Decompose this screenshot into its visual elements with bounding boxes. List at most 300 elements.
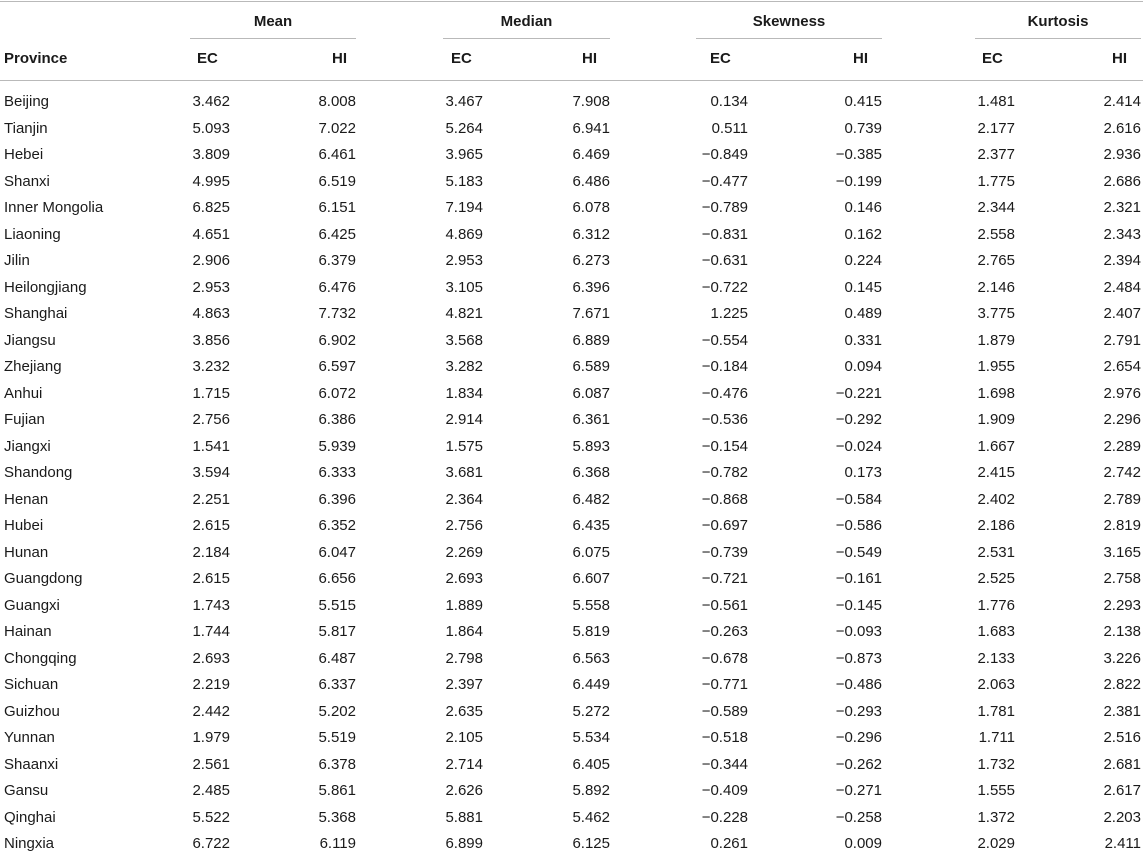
province-cell: Hebei xyxy=(4,146,44,163)
median-ec-cell: 2.397 xyxy=(445,676,483,693)
column-header-kurtosis-hi: HI xyxy=(1112,50,1127,67)
kurtosis-ec-cell: 1.481 xyxy=(977,93,1015,110)
mean-ec-cell: 4.651 xyxy=(192,225,230,243)
kurtosis-hi-cell: 3.165 xyxy=(1103,543,1141,561)
table-top-rule xyxy=(0,1,1143,2)
skewness-ec-cell: −0.782 xyxy=(701,464,748,481)
skewness-ec-cell: −0.154 xyxy=(701,437,748,455)
table-row xyxy=(0,142,1143,169)
mean-ec-cell: 1.744 xyxy=(192,623,230,640)
table-row xyxy=(0,460,1143,487)
table-row xyxy=(0,699,1143,726)
median-hi-cell: 6.469 xyxy=(572,146,610,163)
skewness-hi-cell: −0.093 xyxy=(835,623,882,640)
median-ec-cell: 5.881 xyxy=(445,808,483,826)
province-cell: Zhejiang xyxy=(4,358,62,375)
skewness-hi-cell: 0.739 xyxy=(844,119,882,137)
mean-hi-cell: 5.515 xyxy=(318,596,356,614)
mean-ec-cell: 6.722 xyxy=(192,835,230,852)
kurtosis-hi-cell: 2.289 xyxy=(1103,437,1141,455)
mean-hi-cell: 6.151 xyxy=(318,199,356,216)
group-rule-kurtosis xyxy=(975,38,1141,39)
province-cell: Guangxi xyxy=(4,596,60,614)
table-row xyxy=(0,169,1143,196)
kurtosis-hi-cell: 2.742 xyxy=(1103,464,1141,481)
province-cell: Qinghai xyxy=(4,808,56,826)
median-ec-cell: 3.681 xyxy=(445,464,483,481)
kurtosis-ec-cell: 2.525 xyxy=(977,570,1015,587)
mean-hi-cell: 5.817 xyxy=(318,623,356,640)
mean-ec-cell: 2.219 xyxy=(192,676,230,693)
kurtosis-hi-cell: 2.394 xyxy=(1103,252,1141,269)
mean-ec-cell: 2.251 xyxy=(192,490,230,508)
province-cell: Jiangxi xyxy=(4,437,51,455)
skewness-ec-cell: −0.263 xyxy=(701,623,748,640)
mean-ec-cell: 2.693 xyxy=(192,649,230,667)
table-row xyxy=(0,513,1143,540)
skewness-hi-cell: 0.145 xyxy=(844,278,882,296)
median-ec-cell: 3.568 xyxy=(445,331,483,349)
province-cell: Fujian xyxy=(4,411,45,428)
kurtosis-ec-cell: 2.531 xyxy=(977,543,1015,561)
kurtosis-ec-cell: 3.775 xyxy=(977,305,1015,322)
median-hi-cell: 6.396 xyxy=(572,278,610,296)
median-hi-cell: 6.482 xyxy=(572,490,610,508)
median-ec-cell: 1.889 xyxy=(445,596,483,614)
skewness-hi-cell: −0.292 xyxy=(835,411,882,428)
median-ec-cell: 3.965 xyxy=(445,146,483,163)
skewness-hi-cell: −0.024 xyxy=(835,437,882,455)
skewness-hi-cell: −0.293 xyxy=(835,702,882,720)
table-header-rule xyxy=(0,80,1143,81)
median-hi-cell: 5.272 xyxy=(572,702,610,720)
kurtosis-ec-cell: 2.377 xyxy=(977,146,1015,163)
skewness-hi-cell: −0.221 xyxy=(835,384,882,402)
median-hi-cell: 6.563 xyxy=(572,649,610,667)
kurtosis-hi-cell: 2.819 xyxy=(1103,517,1141,534)
median-hi-cell: 6.405 xyxy=(572,755,610,773)
table-row xyxy=(0,566,1143,593)
median-hi-cell: 6.607 xyxy=(572,570,610,587)
skewness-hi-cell: 0.331 xyxy=(844,331,882,349)
kurtosis-ec-cell: 1.955 xyxy=(977,358,1015,375)
skewness-ec-cell: −0.789 xyxy=(701,199,748,216)
group-header-mean: Mean xyxy=(253,13,293,30)
table-row xyxy=(0,116,1143,143)
kurtosis-ec-cell: 1.909 xyxy=(977,411,1015,428)
table-row xyxy=(0,434,1143,461)
skewness-ec-cell: −0.476 xyxy=(701,384,748,402)
mean-hi-cell: 6.119 xyxy=(319,835,356,852)
skewness-hi-cell: −0.161 xyxy=(835,570,882,587)
group-rule-skewness xyxy=(696,38,882,39)
mean-hi-cell: 6.461 xyxy=(318,146,356,163)
mean-hi-cell: 7.732 xyxy=(318,305,356,322)
kurtosis-hi-cell: 2.516 xyxy=(1103,729,1141,746)
median-ec-cell: 1.864 xyxy=(445,623,483,640)
mean-ec-cell: 2.561 xyxy=(192,755,230,773)
column-header-skewness-ec: EC xyxy=(710,50,731,67)
province-cell: Hubei xyxy=(4,517,44,534)
mean-hi-cell: 5.939 xyxy=(318,437,356,455)
median-hi-cell: 6.125 xyxy=(572,835,610,852)
table-row xyxy=(0,328,1143,355)
median-hi-cell: 5.462 xyxy=(572,808,610,826)
skewness-ec-cell: −0.849 xyxy=(701,146,748,163)
median-ec-cell: 6.899 xyxy=(445,835,483,852)
mean-hi-cell: 6.902 xyxy=(318,331,356,349)
mean-hi-cell: 6.519 xyxy=(318,172,356,190)
skewness-hi-cell: −0.262 xyxy=(835,755,882,773)
group-header-median: Median xyxy=(500,13,553,30)
kurtosis-hi-cell: 3.226 xyxy=(1103,649,1141,667)
province-cell: Guangdong xyxy=(4,570,83,587)
kurtosis-ec-cell: 1.683 xyxy=(977,623,1015,640)
mean-hi-cell: 5.202 xyxy=(318,702,356,720)
mean-ec-cell: 1.715 xyxy=(192,384,230,402)
median-ec-cell: 2.693 xyxy=(445,570,483,587)
kurtosis-ec-cell: 1.775 xyxy=(977,172,1015,190)
mean-ec-cell: 2.615 xyxy=(192,517,230,534)
skewness-ec-cell: 0.134 xyxy=(710,93,748,110)
skewness-hi-cell: −0.258 xyxy=(835,808,882,826)
kurtosis-ec-cell: 1.555 xyxy=(977,782,1015,799)
kurtosis-ec-cell: 1.711 xyxy=(978,729,1015,746)
kurtosis-hi-cell: 2.296 xyxy=(1103,411,1141,428)
median-hi-cell: 6.312 xyxy=(572,225,610,243)
skewness-hi-cell: −0.385 xyxy=(835,146,882,163)
median-ec-cell: 2.914 xyxy=(445,411,483,428)
skewness-ec-cell: −0.554 xyxy=(701,331,748,349)
median-ec-cell: 3.105 xyxy=(445,278,483,296)
mean-ec-cell: 1.743 xyxy=(192,596,230,614)
table-row xyxy=(0,407,1143,434)
skewness-ec-cell: −0.409 xyxy=(701,782,748,799)
median-ec-cell: 2.635 xyxy=(445,702,483,720)
province-cell: Heilongjiang xyxy=(4,278,87,296)
median-ec-cell: 4.821 xyxy=(445,305,483,322)
mean-hi-cell: 6.352 xyxy=(318,517,356,534)
table-row xyxy=(0,381,1143,408)
skewness-ec-cell: −0.184 xyxy=(701,358,748,375)
table-row xyxy=(0,248,1143,275)
skewness-hi-cell: −0.873 xyxy=(835,649,882,667)
median-hi-cell: 6.941 xyxy=(572,119,610,137)
province-cell: Sichuan xyxy=(4,676,59,693)
skewness-ec-cell: −0.721 xyxy=(701,570,748,587)
median-ec-cell: 2.756 xyxy=(445,517,483,534)
skewness-hi-cell: 0.009 xyxy=(844,835,882,852)
mean-ec-cell: 1.979 xyxy=(192,729,230,746)
kurtosis-hi-cell: 2.616 xyxy=(1103,119,1141,137)
kurtosis-ec-cell: 2.133 xyxy=(977,649,1015,667)
median-ec-cell: 2.105 xyxy=(445,729,483,746)
skewness-ec-cell: −0.344 xyxy=(701,755,748,773)
mean-hi-cell: 5.861 xyxy=(318,782,356,799)
skewness-hi-cell: 0.224 xyxy=(844,252,882,269)
skewness-hi-cell: −0.271 xyxy=(835,782,882,799)
median-ec-cell: 3.467 xyxy=(445,93,483,110)
skewness-ec-cell: −0.477 xyxy=(701,172,748,190)
kurtosis-ec-cell: 1.667 xyxy=(977,437,1015,455)
table-row xyxy=(0,487,1143,514)
table-row xyxy=(0,89,1143,116)
kurtosis-hi-cell: 2.381 xyxy=(1103,702,1141,720)
mean-hi-cell: 8.008 xyxy=(318,93,356,110)
median-ec-cell: 2.953 xyxy=(445,252,483,269)
skewness-ec-cell: −0.697 xyxy=(701,517,748,534)
column-header-skewness-hi: HI xyxy=(853,50,868,67)
province-cell: Jilin xyxy=(4,252,30,269)
column-header-median-hi: HI xyxy=(582,50,597,67)
mean-hi-cell: 6.072 xyxy=(318,384,356,402)
column-header-mean-hi: HI xyxy=(332,50,347,67)
table-row xyxy=(0,275,1143,302)
median-hi-cell: 6.435 xyxy=(572,517,610,534)
median-ec-cell: 3.282 xyxy=(445,358,483,375)
mean-ec-cell: 5.522 xyxy=(192,808,230,826)
skewness-ec-cell: −0.536 xyxy=(701,411,748,428)
skewness-ec-cell: −0.561 xyxy=(701,596,748,614)
province-cell: Jiangsu xyxy=(4,331,56,349)
mean-ec-cell: 6.825 xyxy=(192,199,230,216)
mean-hi-cell: 6.379 xyxy=(318,252,356,269)
mean-ec-cell: 4.863 xyxy=(192,305,230,322)
group-rule-mean xyxy=(190,38,356,39)
kurtosis-hi-cell: 2.343 xyxy=(1103,225,1141,243)
skewness-hi-cell: 0.415 xyxy=(844,93,882,110)
kurtosis-hi-cell: 2.822 xyxy=(1103,676,1141,693)
table-row xyxy=(0,805,1143,832)
median-hi-cell: 5.534 xyxy=(572,729,610,746)
table-row xyxy=(0,540,1143,567)
skewness-ec-cell: 0.511 xyxy=(711,119,748,137)
kurtosis-hi-cell: 2.617 xyxy=(1103,782,1141,799)
mean-hi-cell: 6.396 xyxy=(318,490,356,508)
median-hi-cell: 6.075 xyxy=(572,543,610,561)
median-ec-cell: 5.183 xyxy=(445,172,483,190)
mean-ec-cell: 3.232 xyxy=(192,358,230,375)
kurtosis-ec-cell: 2.146 xyxy=(977,278,1015,296)
province-cell: Shandong xyxy=(4,464,73,481)
mean-ec-cell: 2.442 xyxy=(192,702,230,720)
median-hi-cell: 6.486 xyxy=(572,172,610,190)
mean-hi-cell: 5.368 xyxy=(318,808,356,826)
median-hi-cell: 6.087 xyxy=(572,384,610,402)
skewness-ec-cell: −0.739 xyxy=(701,543,748,561)
kurtosis-ec-cell: 1.781 xyxy=(977,702,1015,720)
table-row xyxy=(0,778,1143,805)
kurtosis-hi-cell: 2.936 xyxy=(1103,146,1141,163)
province-cell: Beijing xyxy=(4,93,50,110)
province-cell: Shanghai xyxy=(4,305,68,322)
province-cell: Yunnan xyxy=(4,729,55,746)
skewness-hi-cell: −0.549 xyxy=(835,543,882,561)
skewness-ec-cell: −0.831 xyxy=(701,225,748,243)
mean-ec-cell: 2.184 xyxy=(192,543,230,561)
skewness-hi-cell: 0.146 xyxy=(844,199,882,216)
mean-hi-cell: 7.022 xyxy=(318,119,356,137)
group-header-kurtosis: Kurtosis xyxy=(1027,13,1089,30)
province-cell: Gansu xyxy=(4,782,49,799)
kurtosis-ec-cell: 1.776 xyxy=(977,596,1015,614)
skewness-hi-cell: −0.145 xyxy=(835,596,882,614)
column-header-kurtosis-ec: EC xyxy=(982,50,1003,67)
mean-ec-cell: 3.809 xyxy=(192,146,230,163)
mean-hi-cell: 6.487 xyxy=(318,649,356,667)
kurtosis-ec-cell: 1.372 xyxy=(977,808,1015,826)
kurtosis-hi-cell: 2.407 xyxy=(1103,305,1141,322)
table-row xyxy=(0,725,1143,752)
kurtosis-ec-cell: 1.732 xyxy=(977,755,1015,773)
median-hi-cell: 6.889 xyxy=(572,331,610,349)
kurtosis-ec-cell: 1.698 xyxy=(977,384,1015,402)
mean-hi-cell: 5.519 xyxy=(318,729,356,746)
mean-hi-cell: 6.047 xyxy=(318,543,356,561)
province-cell: Hainan xyxy=(4,623,52,640)
skewness-ec-cell: −0.678 xyxy=(701,649,748,667)
skewness-ec-cell: −0.868 xyxy=(701,490,748,508)
table-row xyxy=(0,222,1143,249)
mean-hi-cell: 6.333 xyxy=(318,464,356,481)
mean-ec-cell: 2.953 xyxy=(192,278,230,296)
table-row xyxy=(0,195,1143,222)
median-ec-cell: 2.714 xyxy=(445,755,483,773)
mean-ec-cell: 2.756 xyxy=(192,411,230,428)
median-hi-cell: 7.671 xyxy=(572,305,610,322)
skewness-ec-cell: −0.771 xyxy=(701,676,748,693)
kurtosis-hi-cell: 2.976 xyxy=(1103,384,1141,402)
median-ec-cell: 7.194 xyxy=(445,199,483,216)
kurtosis-hi-cell: 2.484 xyxy=(1103,278,1141,296)
kurtosis-ec-cell: 2.765 xyxy=(977,252,1015,269)
median-ec-cell: 1.834 xyxy=(445,384,483,402)
mean-ec-cell: 3.856 xyxy=(192,331,230,349)
table-row xyxy=(0,619,1143,646)
province-cell: Anhui xyxy=(4,384,43,402)
province-cell: Shaanxi xyxy=(4,755,59,773)
mean-hi-cell: 6.656 xyxy=(318,570,356,587)
kurtosis-ec-cell: 2.029 xyxy=(977,835,1015,852)
table-row xyxy=(0,354,1143,381)
table-row xyxy=(0,752,1143,779)
province-cell: Shanxi xyxy=(4,172,50,190)
kurtosis-ec-cell: 2.402 xyxy=(977,490,1015,508)
mean-ec-cell: 2.615 xyxy=(192,570,230,587)
kurtosis-hi-cell: 2.758 xyxy=(1103,570,1141,587)
skewness-hi-cell: 0.162 xyxy=(844,225,882,243)
column-header-median-ec: EC xyxy=(451,50,472,67)
province-cell: Guizhou xyxy=(4,702,60,720)
kurtosis-ec-cell: 1.879 xyxy=(977,331,1015,349)
median-ec-cell: 5.264 xyxy=(445,119,483,137)
median-hi-cell: 5.819 xyxy=(572,623,610,640)
kurtosis-ec-cell: 2.186 xyxy=(977,517,1015,534)
kurtosis-hi-cell: 2.681 xyxy=(1103,755,1141,773)
skewness-hi-cell: 0.173 xyxy=(844,464,882,481)
mean-hi-cell: 6.476 xyxy=(318,278,356,296)
mean-ec-cell: 4.995 xyxy=(192,172,230,190)
group-header-skewness: Skewness xyxy=(752,13,826,30)
province-cell: Chongqing xyxy=(4,649,77,667)
kurtosis-hi-cell: 2.293 xyxy=(1103,596,1141,614)
group-rule-median xyxy=(443,38,610,39)
skewness-hi-cell: −0.296 xyxy=(835,729,882,746)
median-ec-cell: 2.269 xyxy=(445,543,483,561)
skewness-hi-cell: 0.094 xyxy=(844,358,882,375)
median-ec-cell: 2.364 xyxy=(445,490,483,508)
median-ec-cell: 4.869 xyxy=(445,225,483,243)
mean-hi-cell: 6.597 xyxy=(318,358,356,375)
mean-hi-cell: 6.386 xyxy=(318,411,356,428)
mean-hi-cell: 6.337 xyxy=(318,676,356,693)
kurtosis-hi-cell: 2.138 xyxy=(1103,623,1141,640)
mean-ec-cell: 2.485 xyxy=(192,782,230,799)
skewness-ec-cell: 0.261 xyxy=(710,835,748,852)
skewness-hi-cell: −0.584 xyxy=(835,490,882,508)
median-ec-cell: 2.626 xyxy=(445,782,483,799)
province-cell: Inner Mongolia xyxy=(4,199,104,216)
kurtosis-ec-cell: 2.177 xyxy=(977,119,1015,137)
skewness-hi-cell: −0.199 xyxy=(835,172,882,190)
kurtosis-hi-cell: 2.321 xyxy=(1103,199,1141,216)
median-hi-cell: 5.893 xyxy=(572,437,610,455)
table-row xyxy=(0,593,1143,620)
kurtosis-ec-cell: 2.063 xyxy=(977,676,1015,693)
table-row xyxy=(0,301,1143,328)
province-cell: Tianjin xyxy=(4,119,48,137)
skewness-ec-cell: 1.225 xyxy=(710,305,748,322)
kurtosis-hi-cell: 2.686 xyxy=(1103,172,1141,190)
kurtosis-hi-cell: 2.411 xyxy=(1104,835,1141,852)
province-cell: Liaoning xyxy=(4,225,61,243)
table-row xyxy=(0,672,1143,699)
kurtosis-hi-cell: 2.789 xyxy=(1103,490,1141,508)
skewness-hi-cell: 0.489 xyxy=(844,305,882,322)
table-body xyxy=(0,89,1143,858)
median-ec-cell: 1.575 xyxy=(445,437,483,455)
skewness-ec-cell: −0.631 xyxy=(701,252,748,269)
mean-ec-cell: 5.093 xyxy=(192,119,230,137)
mean-hi-cell: 6.378 xyxy=(318,755,356,773)
mean-ec-cell: 2.906 xyxy=(192,252,230,269)
kurtosis-hi-cell: 2.414 xyxy=(1103,93,1141,110)
median-hi-cell: 5.558 xyxy=(572,596,610,614)
kurtosis-hi-cell: 2.654 xyxy=(1103,358,1141,375)
column-header-mean-ec: EC xyxy=(197,50,218,67)
median-hi-cell: 6.361 xyxy=(572,411,610,428)
median-hi-cell: 7.908 xyxy=(572,93,610,110)
kurtosis-hi-cell: 2.791 xyxy=(1103,331,1141,349)
province-cell: Henan xyxy=(4,490,49,508)
table-row xyxy=(0,831,1143,858)
kurtosis-ec-cell: 2.415 xyxy=(977,464,1015,481)
median-hi-cell: 6.368 xyxy=(572,464,610,481)
skewness-ec-cell: −0.722 xyxy=(701,278,748,296)
skewness-hi-cell: −0.486 xyxy=(835,676,882,693)
column-header-province: Province xyxy=(4,50,68,67)
mean-ec-cell: 1.541 xyxy=(192,437,230,455)
mean-hi-cell: 6.425 xyxy=(318,225,356,243)
median-hi-cell: 6.078 xyxy=(572,199,610,216)
table-row xyxy=(0,646,1143,673)
mean-ec-cell: 3.462 xyxy=(192,93,230,110)
skewness-ec-cell: −0.228 xyxy=(701,808,748,826)
kurtosis-ec-cell: 2.344 xyxy=(977,199,1015,216)
kurtosis-hi-cell: 2.203 xyxy=(1103,808,1141,826)
skewness-ec-cell: −0.589 xyxy=(701,702,748,720)
skewness-ec-cell: −0.518 xyxy=(701,729,748,746)
